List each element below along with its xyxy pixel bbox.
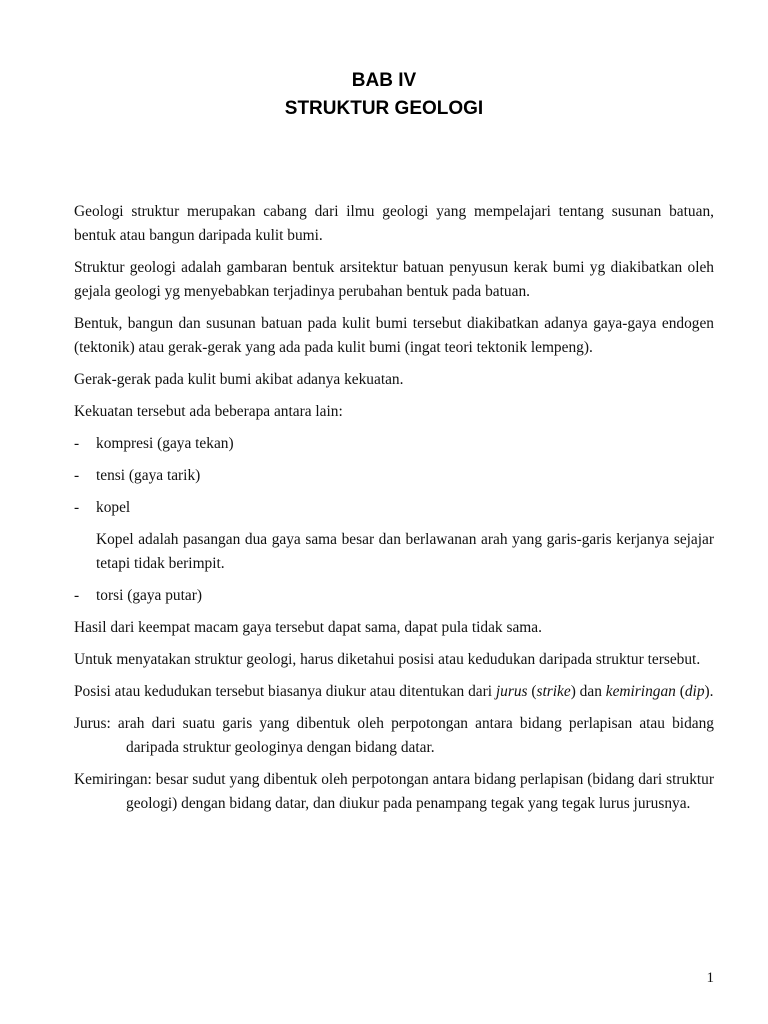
chapter-number: BAB IV bbox=[351, 70, 417, 91]
list-bullet: - bbox=[74, 499, 80, 516]
list-item-description: Kopel adalah pasangan dua gaya sama besar dan berlawanan arah yang garis-garis kerjanya sejajar tetapi tidak berimpit. bbox=[96, 531, 714, 572]
term-strike: strike bbox=[536, 683, 571, 700]
paragraph: Untuk menyatakan struktur geologi, harus diketahui posisi atau kedudukan daripada struktur tersebut. bbox=[74, 651, 701, 668]
text-run: Posisi atau kedudukan tersebut biasanya diukur atau ditentukan dari bbox=[74, 683, 496, 700]
definition-text: besar sudut yang dibentuk oleh perpotongan antara bidang perlapisan (bidang dari struktur geologi) dengan bidang datar, dan diukur pada penampang tegak yang tegak lurus jurusnya. bbox=[126, 771, 714, 812]
paragraph bbox=[74, 680, 714, 704]
text-run: ). bbox=[704, 683, 714, 700]
paragraph: Kekuatan tersebut ada beberapa antara lain: bbox=[74, 403, 343, 420]
list-bullet: - bbox=[74, 587, 80, 604]
list-item-text: tensi (gaya tarik) bbox=[96, 467, 201, 484]
text-run: ) dan bbox=[570, 683, 606, 700]
list-item bbox=[74, 496, 714, 520]
definition-term: Kemiringan: bbox=[74, 771, 152, 788]
paragraph: Bentuk, bangun dan susunan batuan pada kulit bumi tersebut diakibatkan adanya gaya-gaya endogen (tektonik) atau gerak-gerak yang ada pada kulit bumi (ingat teori tektonik lempeng). bbox=[74, 315, 714, 356]
chapter-title: STRUKTUR GEOLOGI bbox=[284, 98, 484, 119]
definition-kemiringan bbox=[74, 768, 714, 816]
list-item bbox=[74, 464, 714, 488]
page-number: 1 bbox=[706, 970, 714, 986]
definition-text: arah dari suatu garis yang dibentuk oleh perpotongan antara bidang perlapisan atau bidang daripada struktur geologinya dengan bidang datar. bbox=[110, 715, 714, 756]
paragraph: Hasil dari keempat macam gaya tersebut dapat sama, dapat pula tidak sama. bbox=[74, 619, 542, 636]
definition-jurus bbox=[74, 712, 714, 760]
paragraph: Struktur geologi adalah gambaran bentuk arsitektur batuan penyusun kerak bumi yg diakibatkan oleh gejala geologi yg menyebabkan terjadinya perubahan bentuk pada batuan. bbox=[74, 259, 714, 300]
term-kemiringan: kemiringan bbox=[605, 683, 676, 700]
list-bullet: - bbox=[74, 467, 80, 484]
document-body bbox=[74, 200, 714, 824]
paragraph: Geologi struktur merupakan cabang dari ilmu geologi yang mempelajari tentang susunan batuan, bentuk atau bangun daripada kulit bumi. bbox=[74, 203, 714, 244]
list-item bbox=[74, 584, 714, 608]
text-run: ( bbox=[675, 683, 685, 700]
list-item-text: kompresi (gaya tekan) bbox=[96, 435, 234, 452]
term-dip: dip bbox=[684, 683, 705, 700]
paragraph: Gerak-gerak pada kulit bumi akibat adanya kekuatan. bbox=[74, 371, 404, 388]
text-run: ( bbox=[527, 683, 537, 700]
list-bullet: - bbox=[74, 435, 80, 452]
list-item-text: torsi (gaya putar) bbox=[96, 587, 202, 604]
definition-term: Jurus: bbox=[74, 715, 111, 732]
list-item-text: kopel bbox=[96, 499, 131, 516]
list-item bbox=[74, 432, 714, 456]
term-jurus: jurus bbox=[495, 683, 528, 700]
